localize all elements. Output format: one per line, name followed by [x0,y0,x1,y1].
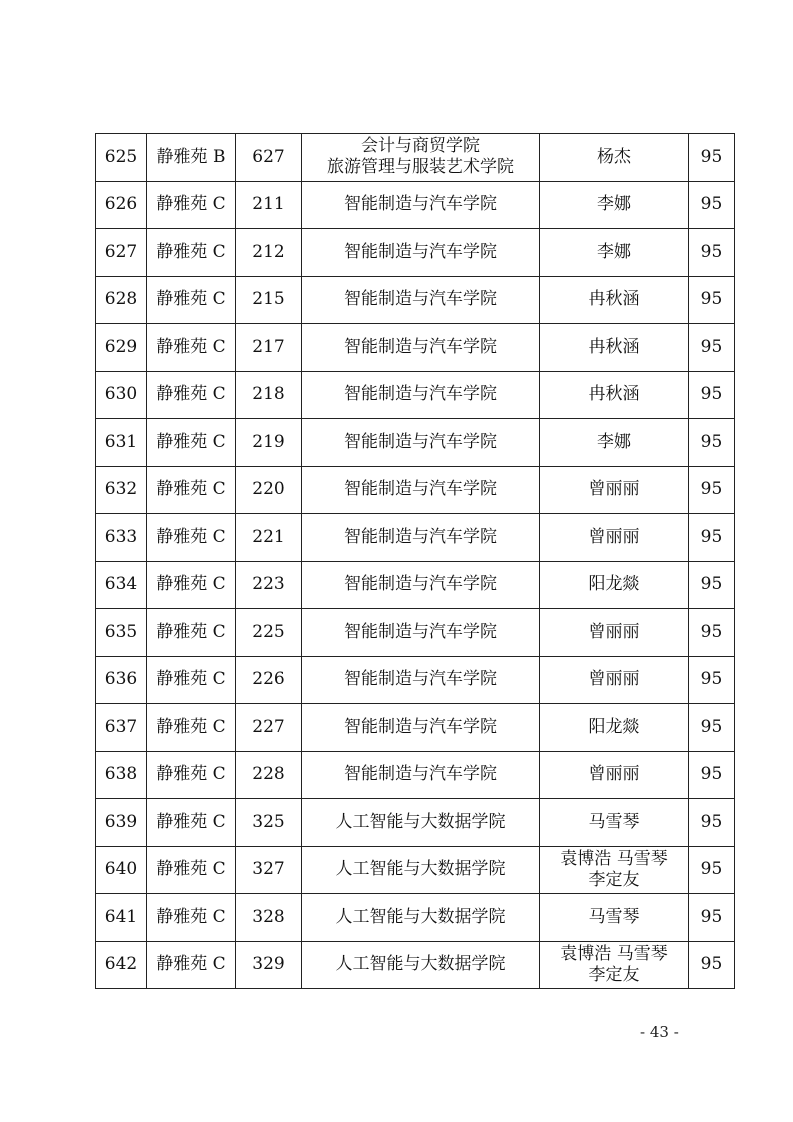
cell-score: 95 [689,799,735,847]
cell-college-line: 人工智能与大数据学院 [335,811,506,832]
cell-person [540,656,689,704]
cell-college-line: 智能制造与汽车学院 [344,574,497,595]
cell-college [302,419,540,467]
cell-person-line: 阳龙燚 [588,716,640,737]
cell-college [302,514,540,562]
table-row [96,466,735,514]
cell-building: 静雅苑 C [147,371,236,419]
cell-score: 95 [689,276,735,324]
cell-building: 静雅苑 C [147,894,236,942]
cell-college [302,656,540,704]
cell-college [302,894,540,942]
cell-room: 215 [236,276,302,324]
cell-college-line: 人工智能与大数据学院 [335,906,506,927]
cell-college-line: 人工智能与大数据学院 [335,859,506,880]
cell-room: 218 [236,371,302,419]
page-number: - 43 - [640,1023,679,1041]
cell-score: 95 [689,324,735,372]
cell-college [302,276,540,324]
cell-room: 223 [236,561,302,609]
cell-person-line: 李娜 [597,431,631,452]
cell-college [302,704,540,752]
table-row [96,704,735,752]
cell-number: 628 [96,276,147,324]
cell-room: 227 [236,704,302,752]
cell-score: 95 [689,181,735,229]
cell-number: 627 [96,229,147,277]
cell-score: 95 [689,514,735,562]
table-row [96,751,735,799]
cell-college [302,561,540,609]
cell-college-line: 智能制造与汽车学院 [344,336,497,357]
cell-person [540,276,689,324]
cell-number: 642 [96,941,147,989]
cell-building: 静雅苑 C [147,229,236,277]
cell-number: 641 [96,894,147,942]
cell-number: 629 [96,324,147,372]
cell-building: 静雅苑 C [147,466,236,514]
table-row [96,894,735,942]
cell-college-line: 智能制造与汽车学院 [344,241,497,262]
cell-person-line: 冉秋涵 [588,384,640,405]
cell-building: 静雅苑 C [147,656,236,704]
cell-college-line: 智能制造与汽车学院 [344,716,497,737]
table-row [96,941,735,989]
cell-room: 225 [236,609,302,657]
cell-room: 220 [236,466,302,514]
cell-college-line: 智能制造与汽车学院 [344,764,497,785]
cell-college-line: 智能制造与汽车学院 [344,669,497,690]
table-row [96,799,735,847]
cell-college [302,371,540,419]
cell-person-line: 袁博浩 马雪琴 [560,848,668,869]
cell-score: 95 [689,134,735,182]
cell-person [540,229,689,277]
cell-college [302,324,540,372]
cell-building: 静雅苑 C [147,514,236,562]
cell-score: 95 [689,371,735,419]
cell-score: 95 [689,419,735,467]
cell-person-line: 李定友 [588,964,640,985]
cell-college-line: 智能制造与汽车学院 [344,431,497,452]
cell-person [540,704,689,752]
cell-college-line: 智能制造与汽车学院 [344,289,497,310]
cell-room: 221 [236,514,302,562]
dormitory-score-table [95,133,735,989]
table-row [96,514,735,562]
cell-person-line: 李定友 [588,869,640,890]
cell-person-line: 李娜 [597,194,631,215]
cell-person [540,751,689,799]
table-row [96,656,735,704]
cell-college-line: 会计与商贸学院 [361,136,480,157]
cell-college-line: 智能制造与汽车学院 [344,479,497,500]
cell-score: 95 [689,466,735,514]
table-row [96,419,735,467]
cell-score: 95 [689,229,735,277]
cell-college [302,134,540,182]
cell-number: 634 [96,561,147,609]
cell-person-line: 冉秋涵 [588,289,640,310]
cell-score: 95 [689,941,735,989]
cell-college-line: 智能制造与汽车学院 [344,621,497,642]
cell-room: 212 [236,229,302,277]
cell-college [302,751,540,799]
cell-person [540,466,689,514]
cell-room: 325 [236,799,302,847]
cell-number: 636 [96,656,147,704]
cell-person [540,181,689,229]
cell-number: 638 [96,751,147,799]
cell-room: 329 [236,941,302,989]
table-row [96,134,735,182]
cell-college [302,229,540,277]
cell-room: 228 [236,751,302,799]
cell-person-line: 袁博浩 马雪琴 [560,943,668,964]
table-row [96,324,735,372]
cell-person-line: 曾丽丽 [588,526,640,547]
cell-building: 静雅苑 C [147,181,236,229]
table-row [96,181,735,229]
cell-person-line: 曾丽丽 [588,669,640,690]
table-row [96,229,735,277]
cell-room: 217 [236,324,302,372]
cell-college-line: 旅游管理与服装艺术学院 [327,157,514,178]
cell-college-line: 人工智能与大数据学院 [335,954,506,975]
cell-person [540,609,689,657]
table-body [96,134,735,989]
cell-building: 静雅苑 C [147,276,236,324]
cell-person [540,799,689,847]
cell-room: 327 [236,846,302,894]
cell-person [540,846,689,894]
cell-person-line: 冉秋涵 [588,336,640,357]
cell-college [302,941,540,989]
cell-score: 95 [689,894,735,942]
cell-number: 632 [96,466,147,514]
cell-college [302,799,540,847]
cell-number: 626 [96,181,147,229]
cell-building: 静雅苑 C [147,561,236,609]
table-row [96,371,735,419]
cell-building: 静雅苑 B [147,134,236,182]
cell-person-line: 杨杰 [597,146,631,167]
table-row [96,609,735,657]
cell-room: 328 [236,894,302,942]
cell-person [540,134,689,182]
cell-number: 635 [96,609,147,657]
cell-person [540,371,689,419]
cell-building: 静雅苑 C [147,324,236,372]
cell-number: 631 [96,419,147,467]
cell-building: 静雅苑 C [147,609,236,657]
cell-building: 静雅苑 C [147,704,236,752]
cell-number: 630 [96,371,147,419]
cell-person [540,941,689,989]
cell-college [302,466,540,514]
cell-person [540,324,689,372]
cell-number: 637 [96,704,147,752]
cell-person [540,561,689,609]
table-row [96,561,735,609]
cell-person-line: 李娜 [597,241,631,262]
cell-building: 静雅苑 C [147,941,236,989]
cell-college [302,181,540,229]
cell-score: 95 [689,846,735,894]
cell-score: 95 [689,704,735,752]
cell-room: 627 [236,134,302,182]
cell-person [540,514,689,562]
table-row [96,846,735,894]
cell-number: 639 [96,799,147,847]
cell-person-line: 马雪琴 [588,906,640,927]
cell-person [540,419,689,467]
cell-room: 211 [236,181,302,229]
cell-person-line: 马雪琴 [588,811,640,832]
cell-number: 633 [96,514,147,562]
cell-person-line: 曾丽丽 [588,764,640,785]
cell-college-line: 智能制造与汽车学院 [344,194,497,215]
cell-person-line: 曾丽丽 [588,621,640,642]
table-row [96,276,735,324]
cell-score: 95 [689,751,735,799]
cell-building: 静雅苑 C [147,799,236,847]
cell-building: 静雅苑 C [147,751,236,799]
cell-building: 静雅苑 C [147,846,236,894]
cell-score: 95 [689,609,735,657]
cell-building: 静雅苑 C [147,419,236,467]
cell-college [302,609,540,657]
cell-person [540,894,689,942]
cell-college-line: 智能制造与汽车学院 [344,384,497,405]
cell-number: 625 [96,134,147,182]
cell-score: 95 [689,656,735,704]
cell-person-line: 阳龙燚 [588,574,640,595]
cell-person-line: 曾丽丽 [588,479,640,500]
cell-score: 95 [689,561,735,609]
cell-college-line: 智能制造与汽车学院 [344,526,497,547]
cell-college [302,846,540,894]
cell-room: 219 [236,419,302,467]
cell-room: 226 [236,656,302,704]
cell-number: 640 [96,846,147,894]
